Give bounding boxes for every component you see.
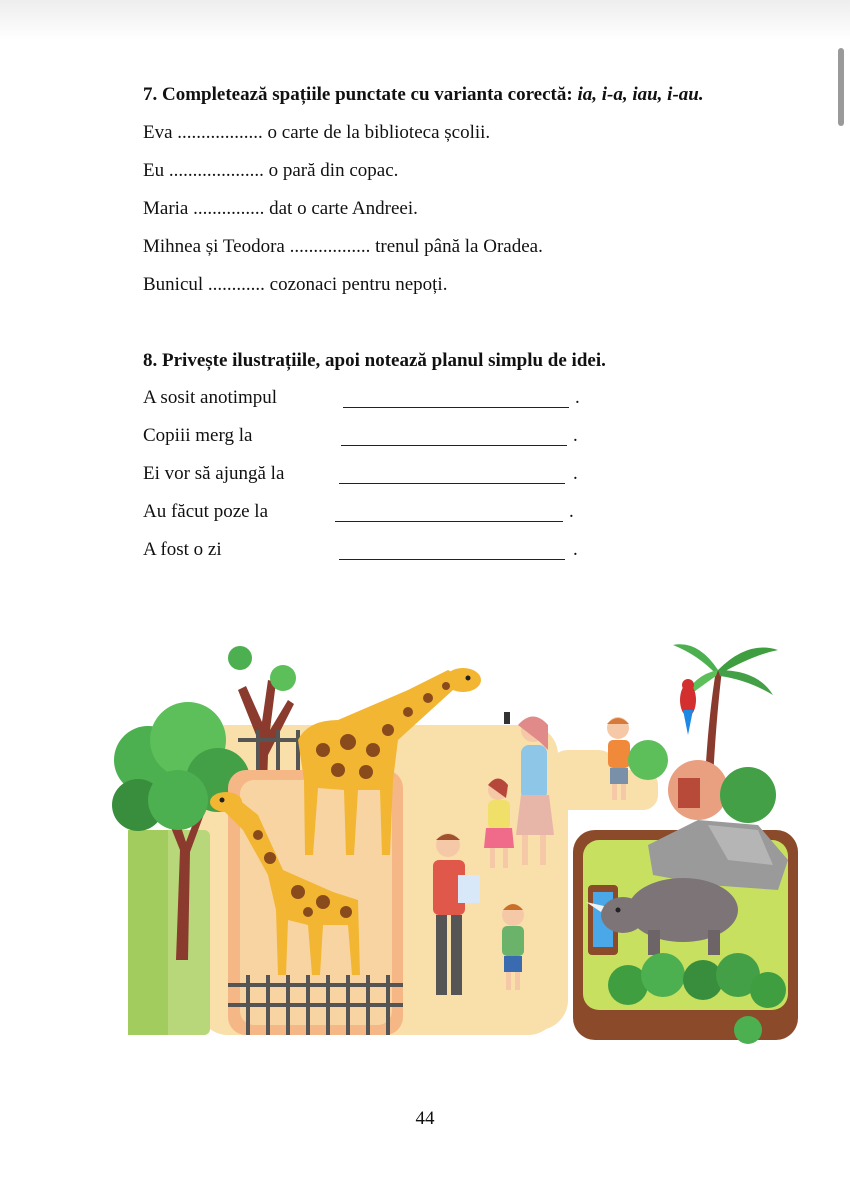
plan-dot-5: . (573, 539, 578, 560)
plan-row-3 (143, 463, 603, 487)
answer-blank-1[interactable] (343, 407, 569, 408)
answer-blank-5[interactable] (339, 559, 565, 560)
plan-dot-3: . (573, 463, 578, 484)
plan-row-2 (143, 425, 603, 449)
sentence-1: Eva .................. o carte de la biblioteca școlii. (143, 122, 491, 143)
exercise-7-title (143, 84, 704, 106)
plan-row-4 (143, 501, 603, 525)
plan-row-1 (143, 387, 603, 411)
plan-prompt-3: Ei vor să ajungă la (143, 463, 285, 484)
plan-prompt-1: A sosit anotimpul (143, 387, 278, 408)
exercise-8-title: 8. Privește ilustrațiile, apoi notează planul simplu de idei. (143, 350, 606, 371)
sentence-3: Maria ............... dat o carte Andreei. (143, 198, 418, 219)
plan-row-5 (143, 539, 603, 563)
scrollbar-thumb[interactable] (838, 48, 844, 126)
plan-prompt-2: Copiii merg la (143, 425, 253, 446)
exercise-7-number: 7. (143, 84, 158, 105)
page-number: 44 (415, 1108, 435, 1129)
sentence-4: Mihnea și Teodora ................. trenul până la Oradea. (143, 236, 543, 257)
page-top-edge (0, 0, 850, 40)
exercise-7-options: ia, i-a, iau, i-au. (577, 84, 704, 105)
answer-blank-3[interactable] (339, 483, 565, 484)
plan-dot-1: . (575, 387, 580, 408)
answer-blank-2[interactable] (341, 445, 567, 446)
answer-blank-4[interactable] (335, 521, 563, 522)
plan-prompt-4: Au făcut poze la (143, 501, 269, 522)
sentence-2: Eu .................... o pară din copac. (143, 160, 399, 181)
exercise-7-instruction: Completează spațiile punctate cu varianta corectă: (162, 84, 573, 105)
zoo-illustration (108, 630, 808, 1050)
plan-dot-4: . (569, 501, 574, 522)
plan-prompt-5: A fost o zi (143, 539, 222, 560)
plan-dot-2: . (573, 425, 578, 446)
sentence-5: Bunicul ............ cozonaci pentru nepoți. (143, 274, 448, 295)
